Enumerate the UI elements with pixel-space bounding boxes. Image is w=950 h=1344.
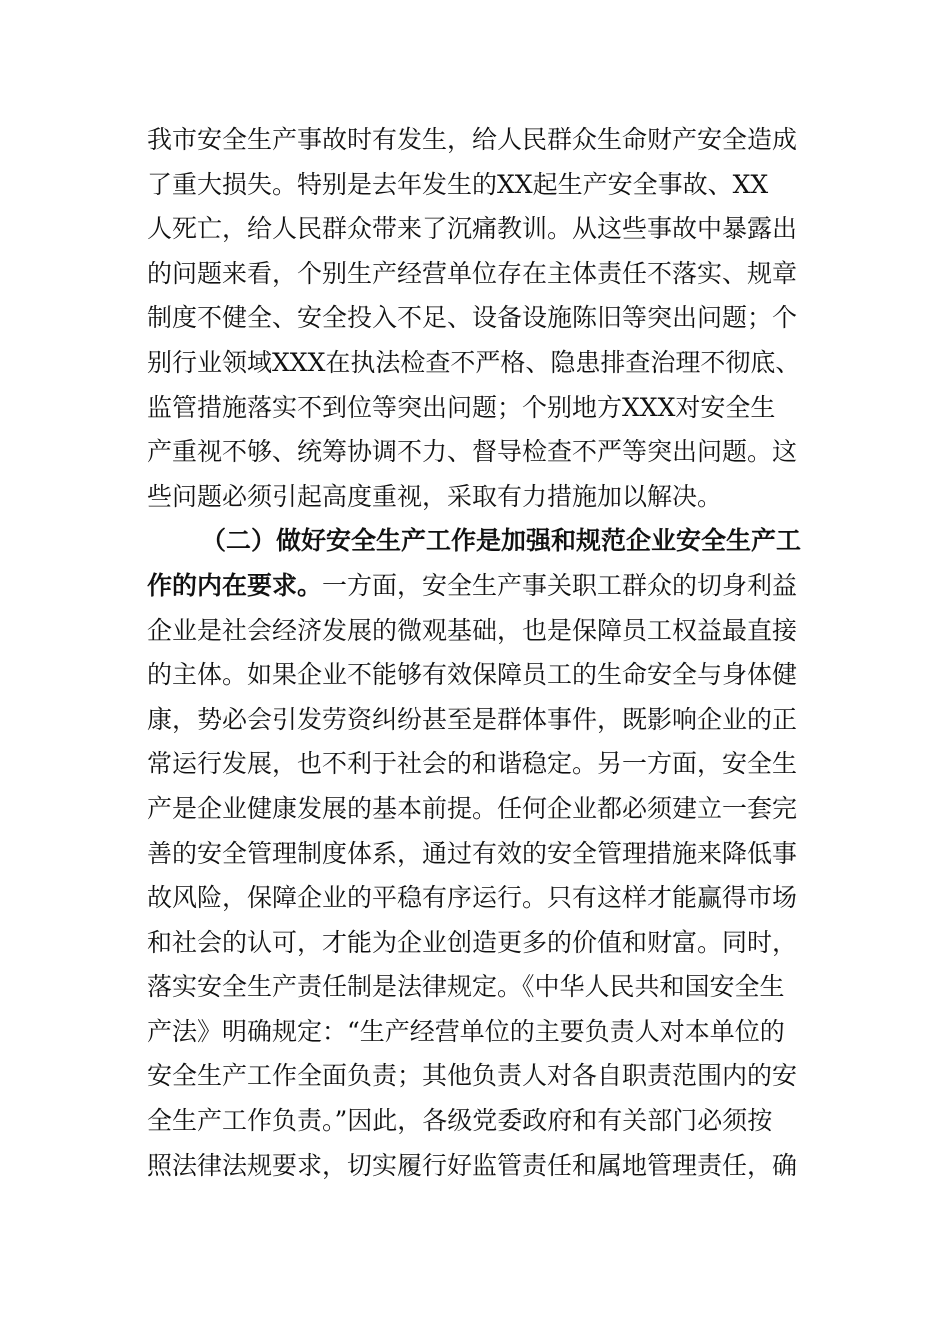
text-line (147, 787, 827, 832)
line-text: 故风险，保障企业的平稳有序运行。只有这样才能赢得市场 (147, 883, 798, 913)
text-line (147, 207, 827, 252)
text-line (147, 876, 827, 921)
line-text: 产法》明确规定：“生产经营单位的主要负责人对本单位的 (147, 1016, 785, 1046)
text-line (147, 163, 827, 208)
text-line (147, 609, 827, 654)
text-line (147, 1144, 827, 1189)
line-text: 全生产工作负责。”因此，各级党委政府和有关部门必须按 (147, 1106, 773, 1136)
line-text: 安全生产工作全面负责；其他负责人对各自职责范围内的安 (147, 1061, 798, 1091)
text-line (147, 653, 827, 698)
text-line (147, 742, 827, 787)
line-text: 一方面，安全生产事关职工群众的切身利益 (322, 570, 798, 600)
text-line (147, 1010, 827, 1055)
line-text: 的主体。如果企业不能够有效保障员工的生命安全与身体健 (147, 660, 798, 690)
text-line (147, 296, 827, 341)
line-text: 了重大损失。特别是去年发生的XX起生产安全事故、XX (147, 169, 769, 199)
line-text: 产重视不够、统筹协调不力、督导检查不严等突出问题。这 (147, 437, 798, 467)
text-line (147, 921, 827, 966)
text-line (147, 1099, 827, 1144)
line-text: 落实安全生产责任制是法律规定。《中华人民共和国安全生 (147, 972, 785, 1002)
section-heading-line (147, 519, 827, 564)
text-line (147, 386, 827, 431)
line-text: 善的安全管理制度体系，通过有效的安全管理措施来降低事 (147, 838, 798, 868)
text-line (147, 1054, 827, 1099)
text-line (147, 698, 827, 743)
document-body (147, 118, 827, 1188)
text-line (147, 475, 827, 520)
text-line (147, 341, 827, 386)
line-text: 的问题来看，个别生产经营单位存在主体责任不落实、规章 (147, 258, 798, 288)
line-text: 监管措施落实不到位等突出问题；个别地方XXX对安全生 (147, 392, 776, 422)
line-text: 制度不健全、安全投入不足、设备设施陈旧等突出问题；个 (147, 303, 798, 333)
line-text: 些问题必须引起高度重视，采取有力措施加以解决。 (147, 481, 723, 511)
text-line (147, 965, 827, 1010)
line-text: 别行业领域XXX在执法检查不严格、隐患排查治理不彻底、 (147, 347, 801, 377)
text-line (147, 118, 827, 163)
line-text: 康，势必会引发劳资纠纷甚至是群体事件，既影响企业的正 (147, 704, 798, 734)
section-heading-line (147, 564, 827, 609)
line-text: 和社会的认可，才能为企业创造更多的价值和财富。同时， (147, 927, 798, 957)
line-text: 人死亡，给人民群众带来了沉痛教训。从这些事故中暴露出 (147, 214, 798, 244)
section-heading-text: 作的内在要求。 (147, 570, 323, 600)
line-text: 照法律法规要求，切实履行好监管责任和属地管理责任，确 (147, 1150, 798, 1180)
line-text: 企业是社会经济发展的微观基础，也是保障员工权益最直接 (147, 615, 798, 645)
text-line (147, 252, 827, 297)
line-text: 常运行发展，也不利于社会的和谐稳定。另一方面，安全生 (147, 749, 798, 779)
text-line (147, 832, 827, 877)
section-heading-text: （二）做好安全生产工作是加强和规范企业安全生产工 (201, 526, 802, 556)
line-text: 产是企业健康发展的基本前提。任何企业都必须建立一套完 (147, 793, 798, 823)
line-text: 我市安全生产事故时有发生，给人民群众生命财产安全造成 (147, 125, 798, 154)
text-line (147, 430, 827, 475)
